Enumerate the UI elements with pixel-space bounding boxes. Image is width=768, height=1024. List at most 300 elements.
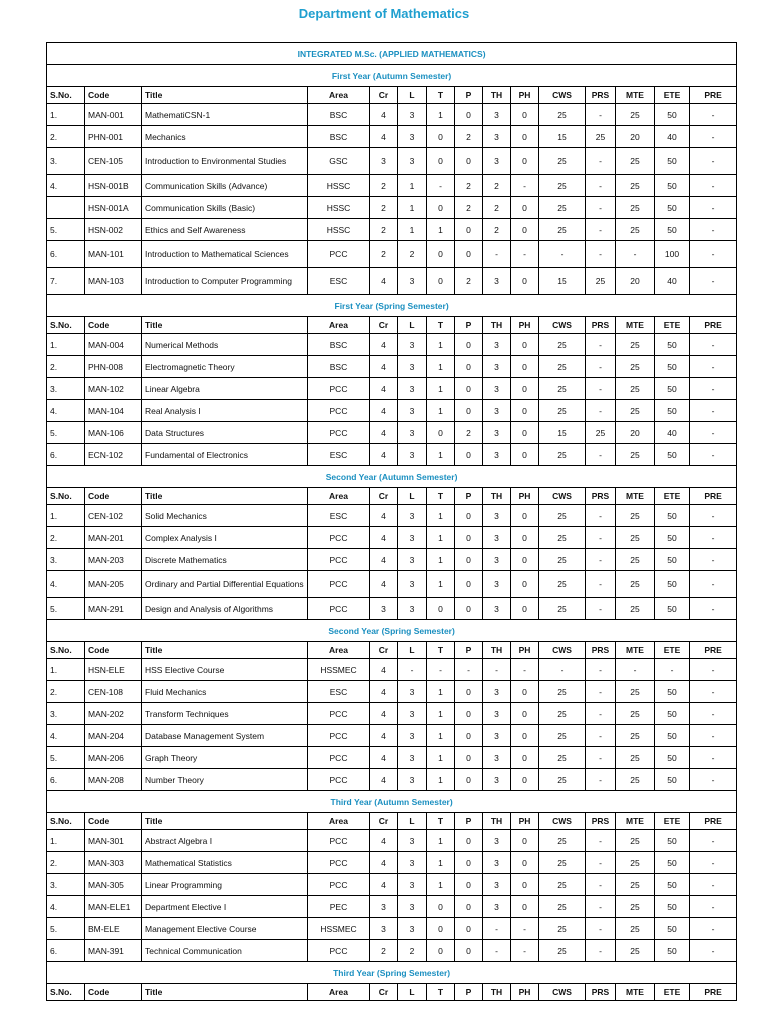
course-row bbox=[47, 703, 737, 725]
column-header-th: TH bbox=[483, 813, 511, 830]
cell-code: ECN-102 bbox=[85, 444, 142, 466]
cell-title: Complex Analysis I bbox=[142, 527, 308, 549]
cell-cws: 25 bbox=[539, 104, 586, 126]
cell-mte: 25 bbox=[616, 527, 655, 549]
cell-sno: 6. bbox=[47, 444, 85, 466]
column-header-mte: MTE bbox=[616, 642, 655, 659]
cell-ete: 50 bbox=[655, 527, 690, 549]
cell-prs: - bbox=[586, 334, 616, 356]
cell-p: 0 bbox=[455, 896, 483, 918]
cell-area: PCC bbox=[308, 571, 370, 598]
cell-t: 0 bbox=[427, 197, 455, 219]
cell-title: Communication Skills (Basic) bbox=[142, 197, 308, 219]
cell-mte: 20 bbox=[616, 422, 655, 444]
semester-title: Second Year (Autumn Semester) bbox=[47, 466, 737, 488]
column-header-sno: S.No. bbox=[47, 488, 85, 505]
cell-ete: 50 bbox=[655, 725, 690, 747]
column-header-ph: PH bbox=[511, 87, 539, 104]
cell-prs: - bbox=[586, 378, 616, 400]
cell-ph: 0 bbox=[511, 148, 539, 175]
cell-area: HSSMEC bbox=[308, 659, 370, 681]
cell-prs: - bbox=[586, 527, 616, 549]
cell-code: HSN-002 bbox=[85, 219, 142, 241]
column-header-cr: Cr bbox=[370, 317, 398, 334]
cell-prs: - bbox=[586, 874, 616, 896]
cell-area: PCC bbox=[308, 422, 370, 444]
column-header-title: Title bbox=[142, 317, 308, 334]
cell-cr: 4 bbox=[370, 852, 398, 874]
cell-code: MAN-301 bbox=[85, 830, 142, 852]
course-row bbox=[47, 241, 737, 268]
cell-prs: - bbox=[586, 918, 616, 940]
cell-mte: 25 bbox=[616, 896, 655, 918]
cell-cws: 25 bbox=[539, 769, 586, 791]
cell-prs: - bbox=[586, 896, 616, 918]
course-row bbox=[47, 725, 737, 747]
cell-prs: 25 bbox=[586, 126, 616, 148]
cell-ph: - bbox=[511, 940, 539, 962]
cell-mte: 25 bbox=[616, 549, 655, 571]
cell-p: 0 bbox=[455, 356, 483, 378]
cell-p: 0 bbox=[455, 378, 483, 400]
cell-prs: - bbox=[586, 681, 616, 703]
cell-code: MAN-391 bbox=[85, 940, 142, 962]
cell-th: 3 bbox=[483, 268, 511, 295]
cell-t: 1 bbox=[427, 571, 455, 598]
course-row bbox=[47, 505, 737, 527]
cell-title: Number Theory bbox=[142, 769, 308, 791]
cell-code: MAN-001 bbox=[85, 104, 142, 126]
cell-cr: 4 bbox=[370, 422, 398, 444]
cell-t: - bbox=[427, 659, 455, 681]
cell-p: 0 bbox=[455, 148, 483, 175]
cell-cr: 3 bbox=[370, 896, 398, 918]
cell-mte: 25 bbox=[616, 219, 655, 241]
cell-area: PCC bbox=[308, 598, 370, 620]
cell-title: Introduction to Mathematical Sciences bbox=[142, 241, 308, 268]
cell-l: 3 bbox=[398, 874, 427, 896]
semester-header-row bbox=[47, 791, 737, 813]
cell-ete: 50 bbox=[655, 356, 690, 378]
cell-ph: - bbox=[511, 659, 539, 681]
cell-title: Introduction to Environmental Studies bbox=[142, 148, 308, 175]
cell-area: GSC bbox=[308, 148, 370, 175]
cell-t: 1 bbox=[427, 681, 455, 703]
column-header-sno: S.No. bbox=[47, 317, 85, 334]
cell-area: BSC bbox=[308, 334, 370, 356]
column-header-ph: PH bbox=[511, 642, 539, 659]
cell-cr: 3 bbox=[370, 148, 398, 175]
cell-p: 0 bbox=[455, 549, 483, 571]
cell-prs: - bbox=[586, 659, 616, 681]
cell-pre: - bbox=[690, 830, 737, 852]
column-header-mte: MTE bbox=[616, 488, 655, 505]
cell-t: 1 bbox=[427, 527, 455, 549]
column-header-pre: PRE bbox=[690, 813, 737, 830]
cell-t: 1 bbox=[427, 852, 455, 874]
cell-sno: 1. bbox=[47, 659, 85, 681]
cell-ete: - bbox=[655, 659, 690, 681]
cell-code: PHN-001 bbox=[85, 126, 142, 148]
cell-title: Management Elective Course bbox=[142, 918, 308, 940]
cell-t: 0 bbox=[427, 918, 455, 940]
cell-title: Fundamental of Electronics bbox=[142, 444, 308, 466]
cell-l: 1 bbox=[398, 197, 427, 219]
cell-sno: 2. bbox=[47, 852, 85, 874]
column-header-t: T bbox=[427, 984, 455, 1001]
cell-p: 0 bbox=[455, 940, 483, 962]
column-header-l: L bbox=[398, 317, 427, 334]
column-header-ph: PH bbox=[511, 317, 539, 334]
cell-code: MAN-206 bbox=[85, 747, 142, 769]
cell-code: MAN-208 bbox=[85, 769, 142, 791]
cell-ph: 0 bbox=[511, 725, 539, 747]
column-header-cws: CWS bbox=[539, 813, 586, 830]
cell-title: Data Structures bbox=[142, 422, 308, 444]
column-header-pre: PRE bbox=[690, 984, 737, 1001]
cell-title: Introduction to Computer Programming bbox=[142, 268, 308, 295]
cell-code: MAN-103 bbox=[85, 268, 142, 295]
column-header-p: P bbox=[455, 488, 483, 505]
column-header-p: P bbox=[455, 813, 483, 830]
cell-cr: 2 bbox=[370, 175, 398, 197]
cell-l: 1 bbox=[398, 219, 427, 241]
column-header-pre: PRE bbox=[690, 488, 737, 505]
cell-p: 0 bbox=[455, 571, 483, 598]
cell-mte: 25 bbox=[616, 175, 655, 197]
cell-p: 2 bbox=[455, 197, 483, 219]
cell-code: MAN-305 bbox=[85, 874, 142, 896]
cell-mte: 25 bbox=[616, 852, 655, 874]
cell-ph: 0 bbox=[511, 334, 539, 356]
cell-prs: - bbox=[586, 830, 616, 852]
cell-pre: - bbox=[690, 378, 737, 400]
cell-cr: 4 bbox=[370, 571, 398, 598]
cell-prs: - bbox=[586, 356, 616, 378]
cell-code: CEN-105 bbox=[85, 148, 142, 175]
cell-title: MathematiCSN-1 bbox=[142, 104, 308, 126]
cell-sno: 4. bbox=[47, 725, 85, 747]
cell-ph: 0 bbox=[511, 769, 539, 791]
cell-pre: - bbox=[690, 940, 737, 962]
cell-mte: 25 bbox=[616, 830, 655, 852]
semester-title: Third Year (Autumn Semester) bbox=[47, 791, 737, 813]
cell-prs: - bbox=[586, 598, 616, 620]
cell-code: MAN-303 bbox=[85, 852, 142, 874]
cell-mte: 25 bbox=[616, 940, 655, 962]
cell-cws: 25 bbox=[539, 400, 586, 422]
cell-t: 1 bbox=[427, 219, 455, 241]
cell-area: PCC bbox=[308, 830, 370, 852]
column-header-pre: PRE bbox=[690, 317, 737, 334]
cell-pre: - bbox=[690, 571, 737, 598]
cell-prs: 25 bbox=[586, 268, 616, 295]
column-header-title: Title bbox=[142, 87, 308, 104]
cell-cws: 25 bbox=[539, 896, 586, 918]
cell-mte: 25 bbox=[616, 378, 655, 400]
column-header-prs: PRS bbox=[586, 984, 616, 1001]
cell-sno: 1. bbox=[47, 104, 85, 126]
column-header-row bbox=[47, 813, 737, 830]
cell-cr: 4 bbox=[370, 703, 398, 725]
column-header-t: T bbox=[427, 642, 455, 659]
cell-cr: 4 bbox=[370, 505, 398, 527]
cell-mte: 25 bbox=[616, 334, 655, 356]
cell-area: BSC bbox=[308, 126, 370, 148]
cell-pre: - bbox=[690, 505, 737, 527]
cell-sno: 5. bbox=[47, 747, 85, 769]
cell-ph: 0 bbox=[511, 527, 539, 549]
column-header-sno: S.No. bbox=[47, 642, 85, 659]
column-header-area: Area bbox=[308, 984, 370, 1001]
cell-cr: 4 bbox=[370, 126, 398, 148]
cell-p: 2 bbox=[455, 268, 483, 295]
cell-cr: 4 bbox=[370, 334, 398, 356]
cell-th: 3 bbox=[483, 422, 511, 444]
cell-title: Graph Theory bbox=[142, 747, 308, 769]
cell-code: HSN-001A bbox=[85, 197, 142, 219]
cell-t: 1 bbox=[427, 400, 455, 422]
column-header-prs: PRS bbox=[586, 813, 616, 830]
cell-mte: 25 bbox=[616, 769, 655, 791]
cell-p: 0 bbox=[455, 444, 483, 466]
column-header-area: Area bbox=[308, 317, 370, 334]
column-header-ete: ETE bbox=[655, 488, 690, 505]
cell-area: PEC bbox=[308, 896, 370, 918]
cell-ete: 40 bbox=[655, 268, 690, 295]
cell-p: 0 bbox=[455, 874, 483, 896]
cell-sno: 4. bbox=[47, 400, 85, 422]
course-row bbox=[47, 219, 737, 241]
cell-t: 1 bbox=[427, 104, 455, 126]
column-header-cr: Cr bbox=[370, 813, 398, 830]
cell-p: 0 bbox=[455, 769, 483, 791]
cell-ete: 50 bbox=[655, 874, 690, 896]
column-header-row bbox=[47, 488, 737, 505]
column-header-mte: MTE bbox=[616, 813, 655, 830]
cell-title: Database Management System bbox=[142, 725, 308, 747]
cell-th: 3 bbox=[483, 527, 511, 549]
cell-cr: 4 bbox=[370, 659, 398, 681]
cell-title: Ethics and Self Awareness bbox=[142, 219, 308, 241]
cell-title: Electromagnetic Theory bbox=[142, 356, 308, 378]
cell-l: 1 bbox=[398, 175, 427, 197]
cell-code: MAN-101 bbox=[85, 241, 142, 268]
cell-th: 3 bbox=[483, 126, 511, 148]
cell-t: - bbox=[427, 175, 455, 197]
cell-l: 2 bbox=[398, 940, 427, 962]
cell-area: HSSC bbox=[308, 219, 370, 241]
course-row bbox=[47, 268, 737, 295]
cell-ph: 0 bbox=[511, 571, 539, 598]
cell-ph: 0 bbox=[511, 852, 539, 874]
cell-l: 3 bbox=[398, 703, 427, 725]
cell-mte: 25 bbox=[616, 104, 655, 126]
cell-th: - bbox=[483, 918, 511, 940]
cell-sno: 3. bbox=[47, 703, 85, 725]
column-header-t: T bbox=[427, 813, 455, 830]
cell-ete: 50 bbox=[655, 219, 690, 241]
cell-pre: - bbox=[690, 527, 737, 549]
cell-mte: 25 bbox=[616, 918, 655, 940]
column-header-ph: PH bbox=[511, 488, 539, 505]
column-header-code: Code bbox=[85, 984, 142, 1001]
cell-mte: 25 bbox=[616, 197, 655, 219]
cell-cws: - bbox=[539, 241, 586, 268]
cell-mte: 25 bbox=[616, 725, 655, 747]
cell-p: - bbox=[455, 659, 483, 681]
cell-cr: 2 bbox=[370, 241, 398, 268]
column-header-p: P bbox=[455, 87, 483, 104]
cell-title: Communication Skills (Advance) bbox=[142, 175, 308, 197]
cell-area: PCC bbox=[308, 940, 370, 962]
cell-code: MAN-104 bbox=[85, 400, 142, 422]
cell-th: 3 bbox=[483, 104, 511, 126]
curriculum-table bbox=[46, 42, 737, 1001]
cell-area: ESC bbox=[308, 268, 370, 295]
column-header-title: Title bbox=[142, 813, 308, 830]
cell-sno: 7. bbox=[47, 268, 85, 295]
cell-title: Linear Algebra bbox=[142, 378, 308, 400]
cell-cws: 25 bbox=[539, 444, 586, 466]
course-row bbox=[47, 378, 737, 400]
cell-area: PCC bbox=[308, 549, 370, 571]
cell-ph: 0 bbox=[511, 874, 539, 896]
course-row bbox=[47, 852, 737, 874]
cell-sno: 6. bbox=[47, 769, 85, 791]
cell-prs: - bbox=[586, 400, 616, 422]
cell-ete: 50 bbox=[655, 400, 690, 422]
cell-p: 0 bbox=[455, 703, 483, 725]
cell-sno: 2. bbox=[47, 681, 85, 703]
cell-cws: 15 bbox=[539, 126, 586, 148]
cell-t: 1 bbox=[427, 356, 455, 378]
column-header-ete: ETE bbox=[655, 813, 690, 830]
cell-th: 3 bbox=[483, 874, 511, 896]
cell-ete: 50 bbox=[655, 175, 690, 197]
cell-area: ESC bbox=[308, 444, 370, 466]
cell-th: 3 bbox=[483, 681, 511, 703]
cell-prs: - bbox=[586, 725, 616, 747]
column-header-l: L bbox=[398, 488, 427, 505]
cell-ete: 50 bbox=[655, 940, 690, 962]
cell-cws: - bbox=[539, 659, 586, 681]
cell-ph: 0 bbox=[511, 126, 539, 148]
semester-header-row bbox=[47, 962, 737, 984]
cell-cr: 4 bbox=[370, 830, 398, 852]
cell-p: 0 bbox=[455, 918, 483, 940]
column-header-prs: PRS bbox=[586, 317, 616, 334]
program-title: INTEGRATED M.Sc. (APPLIED MATHEMATICS) bbox=[47, 43, 737, 65]
cell-t: 1 bbox=[427, 725, 455, 747]
cell-cr: 2 bbox=[370, 940, 398, 962]
cell-mte: 25 bbox=[616, 598, 655, 620]
cell-prs: - bbox=[586, 219, 616, 241]
cell-code: PHN-008 bbox=[85, 356, 142, 378]
cell-cws: 25 bbox=[539, 505, 586, 527]
course-row bbox=[47, 400, 737, 422]
cell-ete: 50 bbox=[655, 747, 690, 769]
cell-ete: 50 bbox=[655, 571, 690, 598]
column-header-l: L bbox=[398, 813, 427, 830]
cell-cws: 25 bbox=[539, 356, 586, 378]
column-header-mte: MTE bbox=[616, 317, 655, 334]
cell-area: ESC bbox=[308, 505, 370, 527]
cell-pre: - bbox=[690, 747, 737, 769]
cell-pre: - bbox=[690, 148, 737, 175]
cell-th: 3 bbox=[483, 505, 511, 527]
cell-ete: 50 bbox=[655, 197, 690, 219]
cell-cr: 4 bbox=[370, 874, 398, 896]
column-header-prs: PRS bbox=[586, 87, 616, 104]
cell-cws: 25 bbox=[539, 148, 586, 175]
column-header-l: L bbox=[398, 984, 427, 1001]
cell-mte: 25 bbox=[616, 505, 655, 527]
column-header-row bbox=[47, 642, 737, 659]
cell-th: 2 bbox=[483, 219, 511, 241]
cell-p: 0 bbox=[455, 400, 483, 422]
cell-th: 3 bbox=[483, 703, 511, 725]
column-header-l: L bbox=[398, 642, 427, 659]
cell-th: 3 bbox=[483, 725, 511, 747]
cell-area: BSC bbox=[308, 104, 370, 126]
cell-area: PCC bbox=[308, 874, 370, 896]
cell-th: - bbox=[483, 940, 511, 962]
cell-p: 0 bbox=[455, 104, 483, 126]
cell-area: HSSC bbox=[308, 175, 370, 197]
cell-mte: - bbox=[616, 241, 655, 268]
cell-l: 3 bbox=[398, 571, 427, 598]
course-row bbox=[47, 681, 737, 703]
cell-title: Ordinary and Partial Differential Equations bbox=[142, 571, 308, 598]
course-row bbox=[47, 874, 737, 896]
cell-p: 0 bbox=[455, 852, 483, 874]
cell-pre: - bbox=[690, 400, 737, 422]
column-header-th: TH bbox=[483, 317, 511, 334]
cell-pre: - bbox=[690, 918, 737, 940]
cell-sno: 4. bbox=[47, 571, 85, 598]
course-row bbox=[47, 747, 737, 769]
cell-p: 2 bbox=[455, 175, 483, 197]
cell-cws: 25 bbox=[539, 197, 586, 219]
cell-t: 0 bbox=[427, 940, 455, 962]
cell-code: HSN-ELE bbox=[85, 659, 142, 681]
cell-cws: 25 bbox=[539, 681, 586, 703]
cell-mte: 25 bbox=[616, 681, 655, 703]
cell-cws: 25 bbox=[539, 334, 586, 356]
cell-sno: 3. bbox=[47, 378, 85, 400]
cell-ph: 0 bbox=[511, 896, 539, 918]
cell-ph: 0 bbox=[511, 356, 539, 378]
cell-ete: 50 bbox=[655, 334, 690, 356]
cell-mte: 25 bbox=[616, 874, 655, 896]
column-header-p: P bbox=[455, 642, 483, 659]
cell-t: 1 bbox=[427, 703, 455, 725]
column-header-row bbox=[47, 317, 737, 334]
column-header-ete: ETE bbox=[655, 984, 690, 1001]
cell-l: 3 bbox=[398, 852, 427, 874]
cell-sno: 6. bbox=[47, 940, 85, 962]
cell-cws: 25 bbox=[539, 874, 586, 896]
cell-code: CEN-102 bbox=[85, 505, 142, 527]
cell-code: MAN-004 bbox=[85, 334, 142, 356]
cell-l: 3 bbox=[398, 918, 427, 940]
column-header-row bbox=[47, 87, 737, 104]
column-header-code: Code bbox=[85, 642, 142, 659]
cell-cr: 4 bbox=[370, 356, 398, 378]
cell-l: 3 bbox=[398, 505, 427, 527]
cell-t: 1 bbox=[427, 830, 455, 852]
